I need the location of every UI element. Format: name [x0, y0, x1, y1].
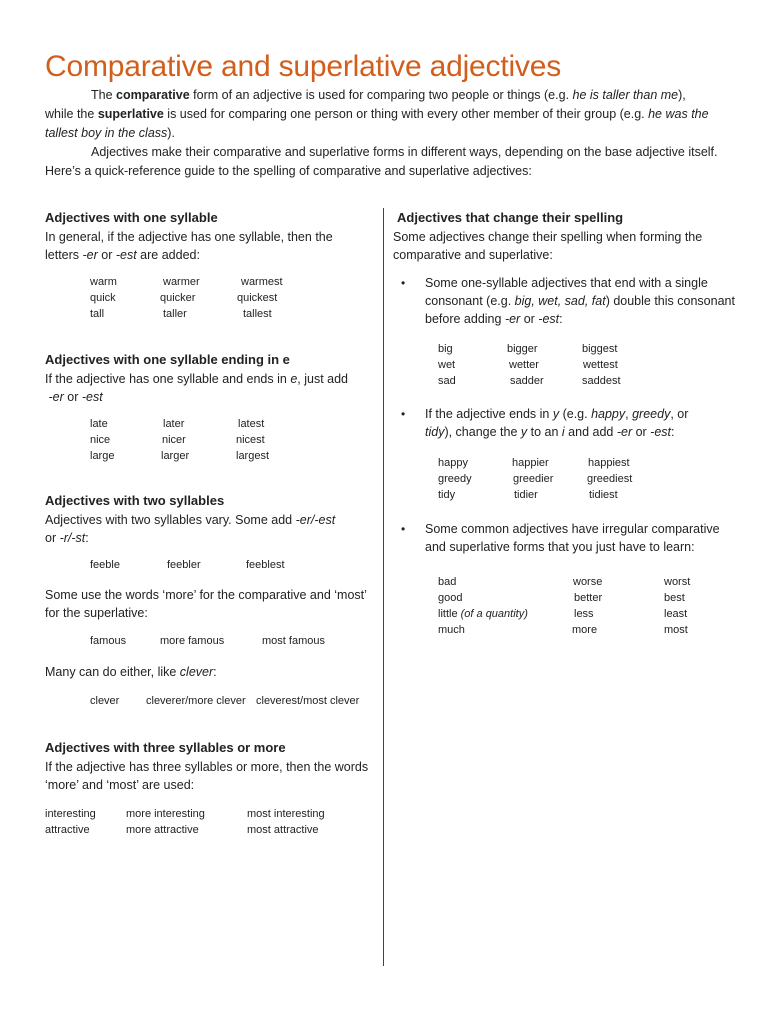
- table-row: good better best: [438, 592, 685, 604]
- section-text-two-syllables: Adjectives with two syllables vary. Some add -er/-est or -r/-st:: [45, 513, 336, 545]
- intro-paragraph-1: The comparative form of an adjective is used for comparing two people or things (e.g. he is taller than me), while the superlative is used for comparing one person or thing with every other member of their group (e.g. he was the tallest boy in the class).: [45, 88, 709, 140]
- table-row: tidy tidier tidiest: [438, 489, 618, 501]
- word-table-two-syllables-er: [45, 557, 370, 573]
- table-row: famous more famous most famous: [90, 635, 325, 647]
- intro-paragraph-2: Adjectives make their comparative and superlative forms in different ways, depending on the base adjective itself. Here’s a quick-reference guide to the spelling of comparative and superlative adjectives:: [45, 145, 718, 178]
- section-heading-ending-e: Adjectives with one syllable ending in e: [45, 352, 290, 367]
- table-row: greedy greedier greediest: [438, 473, 633, 485]
- section-text-one-syllable: In general, if the adjective has one syllable, then the letters -er or -est are added:: [45, 230, 333, 262]
- word-table-double-consonant: [393, 341, 738, 389]
- table-row: nice nicer nicest: [90, 434, 265, 446]
- table-row: feeble feebler feeblest: [90, 559, 285, 571]
- table-row: attractive more attractive most attractive: [45, 824, 319, 836]
- section-text-ending-e: If the adjective has one syllable and ends in e, just add -er or -est: [45, 372, 348, 404]
- table-row: warm warmer warmest: [90, 276, 283, 288]
- table-row: large larger largest: [90, 450, 270, 462]
- table-row: quick quicker quickest: [90, 292, 278, 304]
- section-text-three-syllables: If the adjective has three syllables or more, then the words ‘more’ and ‘most’ are used:: [45, 760, 369, 792]
- word-table-irregular: [393, 574, 738, 638]
- bullet-icon: •: [401, 407, 406, 421]
- bullet-item-ends-in-y: • If the adjective ends in y (e.g. happy, greedy, or tidy), change the y to an i and add -er or -est:: [401, 407, 689, 439]
- page-title: Comparative and superlative adjectives: [45, 50, 562, 83]
- table-row: wet wetter wettest: [438, 359, 618, 371]
- bullet-item-double-consonant: • Some one-syllable adjectives that end with a single consonant (e.g. big, wet, sad, fat) double this consonant before adding -er or -est:: [401, 276, 735, 326]
- table-row: sad sadder saddest: [438, 375, 621, 387]
- section-text-either: Many can do either, like clever:: [45, 665, 217, 679]
- section-heading-one-syllable: Adjectives with one syllable: [45, 210, 218, 225]
- word-table-two-syllables-either: [45, 693, 370, 709]
- word-table-one-syllable: [45, 274, 370, 322]
- bullet-item-irregular: • Some common adjectives have irregular comparative and superlative forms that you just have to learn:: [401, 522, 720, 554]
- table-row: much more most: [438, 624, 688, 636]
- word-table-ending-e: [45, 416, 370, 464]
- table-row: late later latest: [90, 418, 265, 430]
- table-row: clever cleverer/more clever cleverest/most clever: [90, 695, 360, 707]
- table-row: little (of a quantity) less least: [438, 608, 688, 620]
- section-heading-three-syllables: Adjectives with three syllables or more: [45, 740, 286, 755]
- section-text-more-most: Some use the words ‘more’ for the comparative and ‘most’ for the superlative:: [45, 588, 367, 620]
- intro: [45, 86, 735, 181]
- word-table-ends-in-y: [393, 455, 738, 503]
- section-text-spelling-change: Some adjectives change their spelling when forming the comparative and superlative:: [393, 230, 703, 262]
- section-heading-spelling-change: Adjectives that change their spelling: [397, 210, 624, 225]
- bullet-icon: •: [401, 276, 406, 290]
- column-divider: [383, 208, 384, 966]
- right-column: [393, 208, 738, 638]
- word-table-three-syllables: [45, 806, 370, 838]
- table-row: happy happier happiest: [438, 457, 630, 469]
- bullet-icon: •: [401, 522, 406, 536]
- table-row: tall taller tallest: [90, 308, 272, 320]
- table-row: big bigger biggest: [438, 343, 618, 355]
- left-column: [45, 208, 370, 838]
- section-heading-two-syllables: Adjectives with two syllables: [45, 493, 225, 508]
- word-table-two-syllables-more: [45, 633, 370, 649]
- table-row: interesting more interesting most interesting: [45, 808, 325, 820]
- table-row: bad worse worst: [438, 576, 691, 588]
